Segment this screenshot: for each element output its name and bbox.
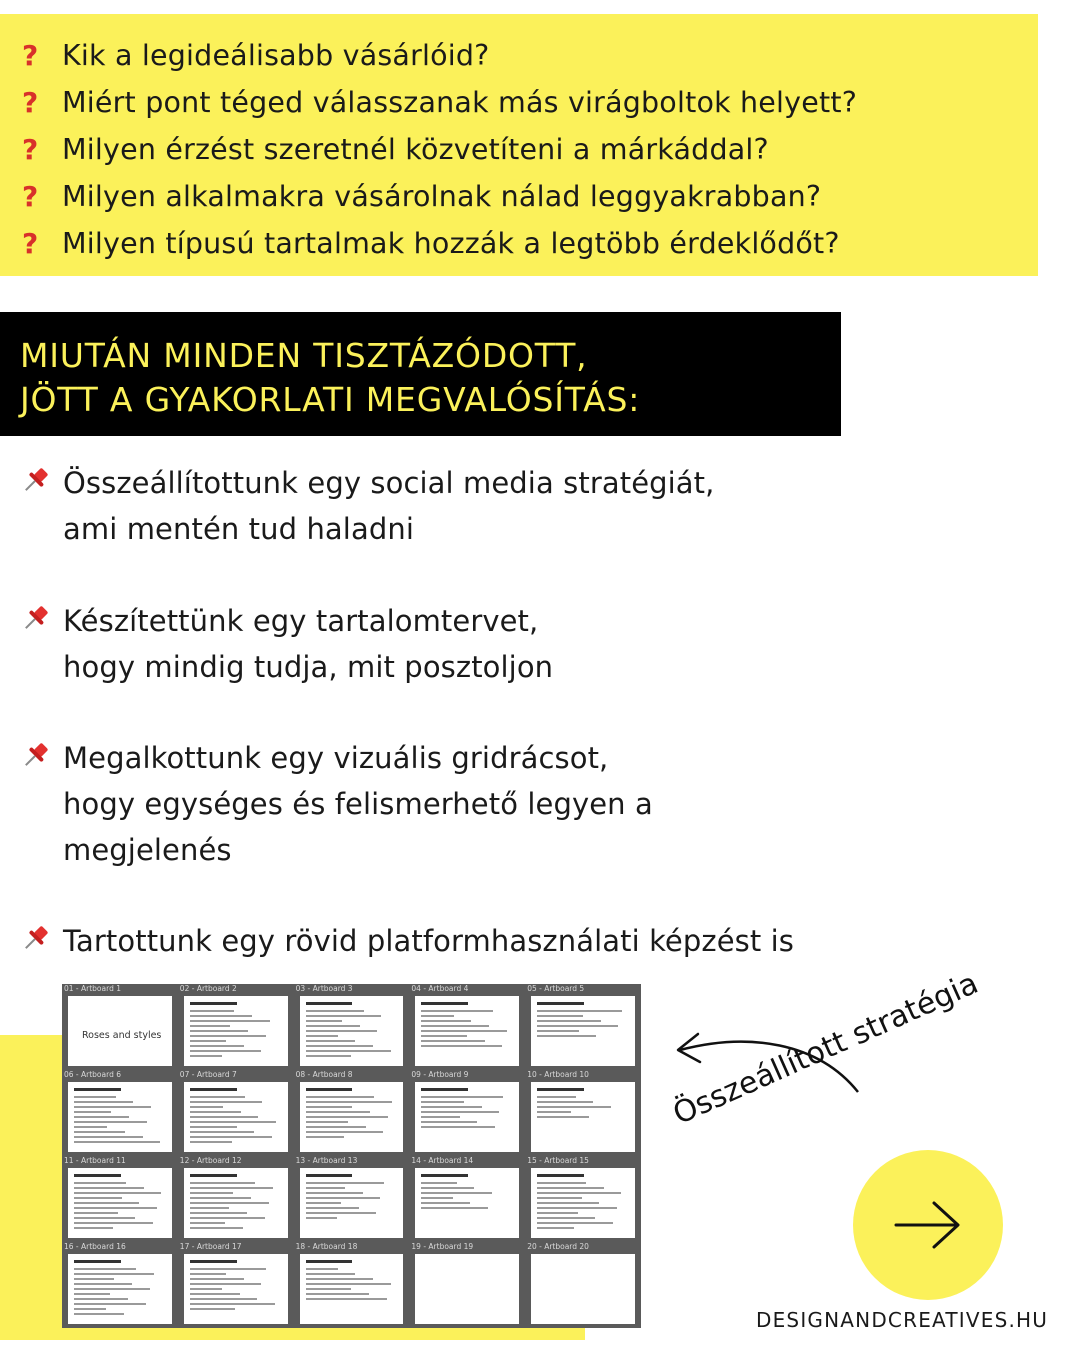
artboard-text-mark: [306, 1268, 338, 1270]
artboard-text-mark: [306, 1212, 377, 1214]
artboard-text-mark: [421, 1045, 502, 1047]
artboard-text-mark: [421, 1030, 506, 1032]
artboard-cell: [62, 1242, 178, 1328]
artboard-text-mark: [537, 1197, 582, 1199]
artboard-text-mark: [306, 1283, 391, 1285]
artboard-text-mark: [537, 1202, 599, 1204]
artboard-text-mark: [306, 1197, 381, 1199]
step-text: Megalkottunk egy vizuális gridrácsot,: [63, 741, 609, 775]
artboard-text-mark: [421, 1025, 488, 1027]
artboard-text-mark: [74, 1298, 128, 1300]
artboard-heading-mark: [190, 1088, 237, 1091]
artboard-text-mark: [190, 1040, 226, 1042]
artboard-heading-mark: [74, 1260, 121, 1263]
artboard-text-mark: [306, 1045, 373, 1047]
artboard-cell: [294, 1070, 410, 1156]
step-text: Összeállítottunk egy social media stratégiát,: [63, 466, 715, 500]
artboard-text-mark: [306, 1192, 363, 1194]
artboard-text-mark: [190, 1106, 223, 1108]
artboard-title: 01 - Artboard 1: [64, 984, 121, 993]
artboard-text-mark: [74, 1303, 146, 1305]
artboard-text-mark: [74, 1106, 151, 1108]
artboard-cell: [409, 984, 525, 1070]
artboard-text-mark: [190, 1187, 273, 1189]
artboard-text-mark: [306, 1293, 369, 1295]
artboard-text-mark: [190, 1111, 241, 1113]
artboard-text-mark: [537, 1116, 589, 1118]
artboard-title: 02 - Artboard 2: [179, 984, 237, 993]
artboard-cell: [62, 1156, 178, 1242]
artboard-cell: [409, 1070, 525, 1156]
artboard-heading-mark: [190, 1260, 237, 1263]
artboard-text-mark: [421, 1121, 477, 1123]
artboard-text-mark: [190, 1045, 244, 1047]
artboard-text-mark: [190, 1055, 222, 1057]
artboard-title: 05 - Artboard 5: [527, 984, 585, 993]
artboard-text-mark: [74, 1308, 106, 1310]
artboard-text-mark: [421, 1126, 495, 1128]
step-text: ami mentén tud haladni: [63, 512, 414, 546]
questions-box: [0, 14, 1038, 276]
artboard-title: 08 - Artboard 8: [295, 1070, 353, 1079]
artboard-text-mark: [74, 1217, 135, 1219]
artboard-text-mark: [306, 1288, 352, 1290]
artboard-text-mark: [537, 1096, 575, 1098]
artboard-text-mark: [190, 1192, 234, 1194]
artboard-text-mark: [421, 1106, 481, 1108]
artboard-cell: [525, 1070, 641, 1156]
artboard-title: 04 - Artboard 4: [411, 984, 469, 993]
artboard-heading-mark: [74, 1088, 121, 1091]
artboard-text-mark: [190, 1268, 266, 1270]
artboard-text-mark: [74, 1288, 150, 1290]
artboard-title: 13 - Artboard 13: [295, 1156, 358, 1165]
artboard-text-mark: [306, 1182, 385, 1184]
artboard-cell: [178, 984, 294, 1070]
artboard-page: [68, 996, 172, 1066]
artboard-heading-mark: [421, 1002, 468, 1005]
artboard-text-mark: [537, 1192, 621, 1194]
artboard-text-mark: [537, 1182, 586, 1184]
artboard-text-mark: [306, 1131, 384, 1133]
artboard-text-mark: [306, 1010, 364, 1012]
artboard-text-mark: [190, 1212, 247, 1214]
artboard-text-mark: [537, 1101, 593, 1103]
artboard-text-mark: [306, 1015, 382, 1017]
artboard-heading-mark: [537, 1174, 584, 1177]
artboard-page: [415, 1168, 519, 1238]
question-row: [22, 173, 1038, 220]
artboard-text-mark: [190, 1273, 226, 1275]
artboard-text-mark: [306, 1096, 375, 1098]
artboard-text-mark: [74, 1207, 157, 1209]
artboard-page: [300, 1254, 404, 1324]
artboard-text-mark: [190, 1025, 230, 1027]
artboard-text-mark: [421, 1020, 471, 1022]
artboard-page: [415, 1082, 519, 1152]
artboard-text-mark: [74, 1121, 147, 1123]
artboard-text-mark: [306, 1050, 391, 1052]
artboard-page: [531, 1082, 635, 1152]
step-text: Tartottunk egy rövid platformhasználati képzést is: [63, 924, 795, 958]
question-text: Milyen érzést szeretnél közvetíteni a márkáddal?: [62, 133, 769, 166]
banner-line-1: MIUTÁN MINDEN TISZTÁZÓDOTT,: [20, 336, 588, 375]
artboard-heading-mark: [190, 1002, 237, 1005]
artboard-heading-mark: [306, 1174, 353, 1177]
question-mark-icon: ?: [22, 85, 39, 119]
artboard-text-mark: [190, 1197, 251, 1199]
artboard-cell: [62, 1070, 178, 1156]
artboard-text-mark: [421, 1207, 487, 1209]
artboard-text-mark: [306, 1116, 388, 1118]
artboard-text-mark: [190, 1217, 265, 1219]
artboard-text-mark: [421, 1010, 493, 1012]
artboard-text-mark: [537, 1030, 579, 1032]
pushpin-icon: [18, 922, 52, 956]
artboard-text-mark: [74, 1283, 132, 1285]
artboard-text-mark: [537, 1025, 618, 1027]
artboard-cell: [409, 1156, 525, 1242]
question-mark-icon: ?: [22, 132, 39, 166]
question-row: [22, 32, 1038, 79]
artboard-title: 20 - Artboard 20: [527, 1242, 589, 1251]
question-text: Kik a legideálisabb vásárlóid?: [62, 39, 490, 72]
artboard-page: [184, 1082, 288, 1152]
artboard-heading-mark: [537, 1002, 584, 1005]
artboard-text-mark: [421, 1187, 474, 1189]
artboard-text-mark: [74, 1227, 113, 1229]
artboard-cell: [294, 984, 410, 1070]
artboard-text-mark: [421, 1182, 456, 1184]
artboard-text-mark: [190, 1126, 237, 1128]
artboard-text-mark: [74, 1313, 124, 1315]
artboard-text-mark: [190, 1227, 243, 1229]
artboard-text-mark: [74, 1222, 153, 1224]
artboard-text-mark: [74, 1187, 144, 1189]
artboard-text-mark: [74, 1111, 111, 1113]
artboard-heading-mark: [306, 1002, 353, 1005]
artboard-title: 06 - Artboard 6: [64, 1070, 121, 1079]
artboard-page: [184, 1168, 288, 1238]
pushpin-icon: [18, 602, 52, 636]
artboard-text-mark: [537, 1227, 573, 1229]
question-mark-icon: ?: [22, 38, 39, 72]
artboard-cell: [525, 984, 641, 1070]
artboard-page: [415, 996, 519, 1066]
artboard-page: [300, 1082, 404, 1152]
artboard-text-mark: [190, 1308, 236, 1310]
artboard-text-mark: [190, 1131, 254, 1133]
artboard-text-mark: [190, 1293, 240, 1295]
artboard-text-mark: [306, 1111, 370, 1113]
artboard-page-title: Roses and styles: [82, 1030, 162, 1041]
artboard-text-mark: [537, 1217, 595, 1219]
artboard-page: [531, 1254, 635, 1324]
artboard-title: 10 - Artboard 10: [527, 1070, 589, 1079]
artboard-text-mark: [421, 1015, 453, 1017]
artboard-text-mark: [306, 1202, 341, 1204]
artboard-text-mark: [74, 1126, 107, 1128]
artboard-text-mark: [421, 1111, 499, 1113]
artboard-text-mark: [190, 1207, 229, 1209]
step-text: Készítettünk egy tartalomtervet,: [63, 604, 539, 638]
artboard-text-mark: [537, 1020, 600, 1022]
artboard-text-mark: [421, 1202, 470, 1204]
artboard-title: 11 - Artboard 11: [64, 1156, 126, 1165]
artboard-title: 15 - Artboard 15: [527, 1156, 589, 1165]
artboard-text-mark: [306, 1101, 392, 1103]
artboard-text-mark: [537, 1035, 596, 1037]
artboard-cell: [178, 1156, 294, 1242]
artboard-page: [531, 996, 635, 1066]
step-item: [18, 918, 794, 964]
artboard-text-mark: [306, 1278, 373, 1280]
artboard-page: [68, 1168, 172, 1238]
artboard-text-mark: [537, 1222, 613, 1224]
artboard-text-mark: [421, 1192, 492, 1194]
artboard-text-mark: [537, 1207, 617, 1209]
question-mark-icon: ?: [22, 226, 39, 260]
artboard-text-mark: [74, 1141, 160, 1143]
artboard-text-mark: [537, 1106, 611, 1108]
question-mark-icon: ?: [22, 179, 39, 213]
artboard-cell: [525, 1242, 641, 1328]
question-row: [22, 126, 1038, 173]
artboard-text-mark: [190, 1101, 263, 1103]
arrow-right-icon: [888, 1195, 968, 1255]
artboard-text-mark: [306, 1025, 360, 1027]
next-button[interactable]: [853, 1150, 1003, 1300]
artboard-title: 16 - Artboard 16: [64, 1242, 126, 1251]
artboard-text-mark: [74, 1136, 143, 1138]
artboard-page: [184, 1254, 288, 1324]
artboard-text-mark: [306, 1035, 338, 1037]
artboard-heading-mark: [190, 1174, 237, 1177]
artboard-text-mark: [190, 1283, 262, 1285]
artboard-text-mark: [74, 1278, 114, 1280]
artboard-text-mark: [74, 1212, 118, 1214]
artboard-text-mark: [306, 1121, 349, 1123]
artboard-text-mark: [421, 1101, 464, 1103]
step-item: [18, 735, 653, 873]
artboard-title: 19 - Artboard 19: [411, 1242, 474, 1251]
artboard-text-mark: [306, 1298, 387, 1300]
artboard-text-mark: [190, 1136, 272, 1138]
step-item: [18, 460, 714, 552]
artboard-page: [184, 996, 288, 1066]
artboard-overview: [62, 984, 641, 1328]
artboard-text-mark: [190, 1222, 225, 1224]
artboard-title: 07 - Artboard 7: [179, 1070, 237, 1079]
artboard-text-mark: [74, 1197, 122, 1199]
artboard-text-mark: [306, 1020, 342, 1022]
artboard-text-mark: [190, 1288, 222, 1290]
annotation-label: Összeállított stratégia: [668, 965, 984, 1132]
step-text: megjelenés: [63, 833, 232, 867]
artboard-text-mark: [190, 1020, 270, 1022]
artboard-text-mark: [306, 1217, 337, 1219]
artboard-text-mark: [190, 1298, 257, 1300]
artboard-cell: [294, 1242, 410, 1328]
artboard-text-mark: [74, 1116, 129, 1118]
artboard-text-mark: [190, 1141, 233, 1143]
artboard-text-mark: [190, 1015, 252, 1017]
artboard-text-mark: [74, 1101, 133, 1103]
artboard-text-mark: [190, 1010, 235, 1012]
artboard-title: 17 - Artboard 17: [179, 1242, 242, 1251]
artboard-text-mark: [421, 1197, 452, 1199]
artboard-cell: [178, 1242, 294, 1328]
artboard-page: [300, 1168, 404, 1238]
artboard-text-mark: [306, 1136, 344, 1138]
question-text: Milyen típusú tartalmak hozzák a legtöbb érdeklődőt?: [62, 227, 840, 260]
artboard-heading-mark: [74, 1174, 121, 1177]
artboard-cell: [294, 1156, 410, 1242]
artboard-page: [68, 1254, 172, 1324]
artboard-text-mark: [74, 1273, 154, 1275]
artboard-heading-mark: [421, 1174, 468, 1177]
artboard-title: 12 - Artboard 12: [179, 1156, 242, 1165]
artboard-text-mark: [421, 1035, 467, 1037]
question-text: Miért pont téged válasszanak más virágboltok helyett?: [62, 86, 858, 119]
artboard-text-mark: [306, 1273, 356, 1275]
artboard-heading-mark: [306, 1088, 353, 1091]
artboard-text-mark: [537, 1010, 622, 1012]
artboard-text-mark: [74, 1268, 136, 1270]
artboard-page: [531, 1168, 635, 1238]
artboard-title: 18 - Artboard 18: [295, 1242, 358, 1251]
artboard-text-mark: [190, 1121, 276, 1123]
artboard-title: 09 - Artboard 9: [411, 1070, 469, 1079]
pushpin-icon: [18, 739, 52, 773]
artboard-text-mark: [306, 1055, 352, 1057]
artboard-heading-mark: [421, 1088, 468, 1091]
artboard-text-mark: [74, 1192, 161, 1194]
artboard-text-mark: [537, 1212, 577, 1214]
artboard-text-mark: [74, 1202, 139, 1204]
artboard-heading-mark: [537, 1088, 584, 1091]
artboard-text-mark: [421, 1096, 503, 1098]
artboard-page: [300, 996, 404, 1066]
website-url: DESIGNANDCREATIVES.HU: [756, 1308, 1049, 1332]
artboard-cell: [178, 1070, 294, 1156]
artboard-text-mark: [190, 1182, 255, 1184]
artboard-cell: [409, 1242, 525, 1328]
artboard-text-mark: [190, 1050, 262, 1052]
step-text: hogy mindig tudja, mit posztoljon: [63, 650, 554, 684]
artboard-cell: [62, 984, 178, 1070]
question-row: [22, 220, 1038, 267]
artboard-text-mark: [537, 1187, 603, 1189]
artboard-text-mark: [74, 1182, 126, 1184]
step-item: [18, 598, 553, 690]
artboard-text-mark: [306, 1187, 345, 1189]
step-text: hogy egységes és felismerhető legyen a: [63, 787, 653, 821]
artboard-title: 03 - Artboard 3: [295, 984, 353, 993]
pushpin-icon: [18, 464, 52, 498]
banner-line-2: JÖTT A GYAKORLATI MEGVALÓSÍTÁS:: [20, 380, 641, 419]
artboard-text-mark: [190, 1030, 248, 1032]
artboard-text-mark: [421, 1116, 459, 1118]
section-banner: [0, 312, 841, 436]
artboard-text-mark: [306, 1106, 353, 1108]
artboard-text-mark: [537, 1015, 583, 1017]
artboard-page: [415, 1254, 519, 1324]
artboard-cell: [525, 1156, 641, 1242]
artboard-text-mark: [190, 1202, 269, 1204]
artboard-text-mark: [537, 1111, 571, 1113]
artboard-text-mark: [306, 1126, 366, 1128]
artboard-heading-mark: [306, 1260, 353, 1263]
artboard-text-mark: [190, 1035, 266, 1037]
artboard-text-mark: [306, 1207, 359, 1209]
artboard-text-mark: [421, 1040, 484, 1042]
artboard-page: [68, 1082, 172, 1152]
artboard-text-mark: [306, 1040, 356, 1042]
artboard-text-mark: [190, 1278, 244, 1280]
artboard-title: 14 - Artboard 14: [411, 1156, 474, 1165]
artboard-text-mark: [74, 1293, 110, 1295]
artboard-text-mark: [74, 1096, 116, 1098]
question-row: [22, 79, 1038, 126]
artboard-text-mark: [306, 1030, 378, 1032]
artboard-text-mark: [190, 1116, 259, 1118]
question-text: Milyen alkalmakra vásárolnak nálad leggyakrabban?: [62, 180, 822, 213]
artboard-text-mark: [190, 1096, 245, 1098]
artboard-text-mark: [190, 1303, 275, 1305]
artboard-text-mark: [74, 1131, 125, 1133]
